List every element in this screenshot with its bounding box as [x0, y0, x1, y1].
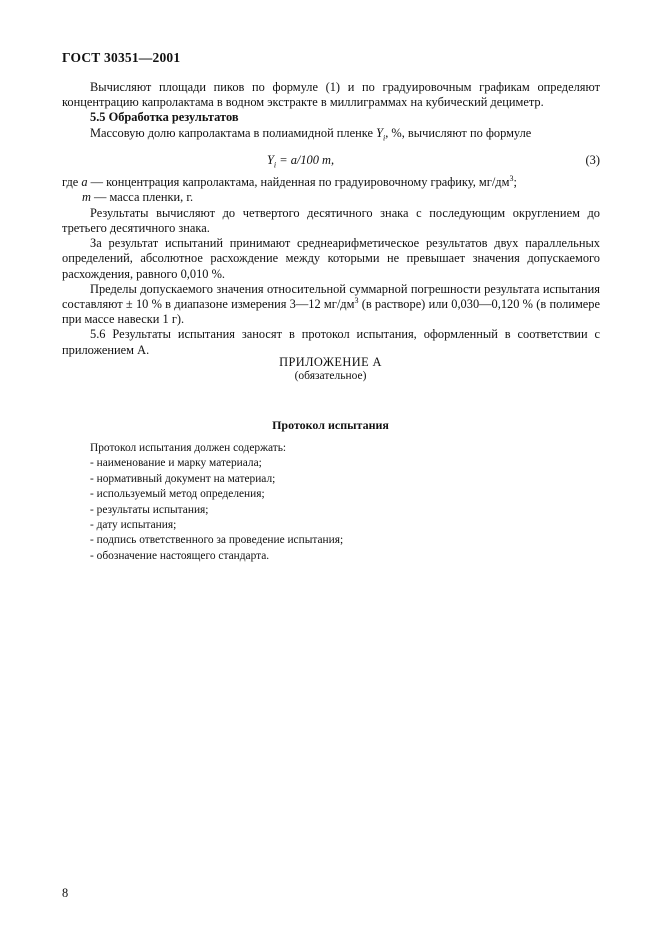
formula-3 [62, 149, 600, 171]
legend-prefix: где [62, 175, 82, 190]
list-item: - обозначение настоящего стандарта. [90, 549, 270, 562]
formula-subscript: i [273, 160, 277, 170]
superscript: 3 [354, 295, 359, 305]
protocol-list [90, 456, 590, 564]
formula-expression [267, 153, 334, 173]
section-5-5-title: 5.5 Обработка результатов [90, 110, 239, 125]
text-fragment: , %, вычисляют по формуле [385, 125, 532, 140]
superscript: 3 [509, 174, 514, 184]
list-item: - дату испытания; [90, 519, 177, 532]
paragraph-rounding: Результаты вычисляют до четвертого десятичного знака с последующим округлением до третьего десятичного знака. [62, 205, 600, 235]
legend-a [62, 175, 600, 190]
protocol-heading: Протокол испытания [272, 418, 389, 432]
protocol-intro: Протокол испытания должен содержать: [90, 442, 287, 454]
legend-a-text: — концентрация капролактама, найденная по градуировочному графику, мг/дм [87, 175, 510, 190]
appendix-subtitle: (обязательное) [294, 370, 367, 382]
list-item: - наименование и марку материала; [90, 457, 262, 470]
text-fragment: Массовую долю капролактама в полиамидной пленке [90, 125, 377, 140]
variable-subscript: i [382, 133, 386, 143]
text-fragment: (в растворе) или 0,030—0,120 % (в полимере при массе навески 1 г). [62, 296, 600, 327]
paragraph-5-6: 5.6 Результаты испытания заносят в протокол испытания, оформленный в соответствии с приложением А. [62, 327, 600, 357]
page-number: 8 [62, 886, 69, 900]
paragraph-peak-areas: Вычисляют площади пиков по формуле (1) и по градуировочным графикам определяют концентрацию капролактама в водном экстракте в миллиграммах на кубический дециметр. [62, 80, 600, 110]
list-item: - подпись ответственного за проведение испытания; [90, 534, 344, 547]
variable-y: Y [376, 125, 383, 140]
paragraph-error-limits [62, 282, 600, 328]
formula-lhs: Y [267, 153, 274, 168]
protocol-contents [90, 441, 590, 564]
document-code: ГОСТ 30351—2001 [62, 50, 181, 65]
appendix-title: ПРИЛОЖЕНИЕ А [279, 355, 382, 369]
variable-a: a [81, 175, 88, 190]
formula-rhs: = a/100 m, [276, 153, 335, 168]
variable-m: m [82, 190, 91, 205]
paragraph-mass-fraction [62, 126, 600, 146]
paragraph-result: За результат испытаний принимают среднеарифметическое результатов двух параллельных определений, абсолютное расхождение между которыми не превышает значения допускаемого расхождения, равного 0,010 %. [62, 236, 600, 281]
main-text [62, 80, 600, 358]
formula-number: (3) [585, 153, 600, 168]
list-item: - нормативный документ на материал; [90, 472, 276, 485]
text-fragment: Пределы допускаемого значения относительной суммарной погрешности результата испытания составляют ± 10 % в диапазоне измерения 3—12 мг/дм [62, 281, 600, 311]
legend-m-text: — масса пленки, г. [90, 190, 194, 205]
legend-m [62, 190, 600, 205]
list-item: - результаты испытания; [90, 503, 209, 516]
legend-a-end: ; [513, 175, 517, 190]
list-item: - используемый метод определения; [90, 488, 265, 501]
